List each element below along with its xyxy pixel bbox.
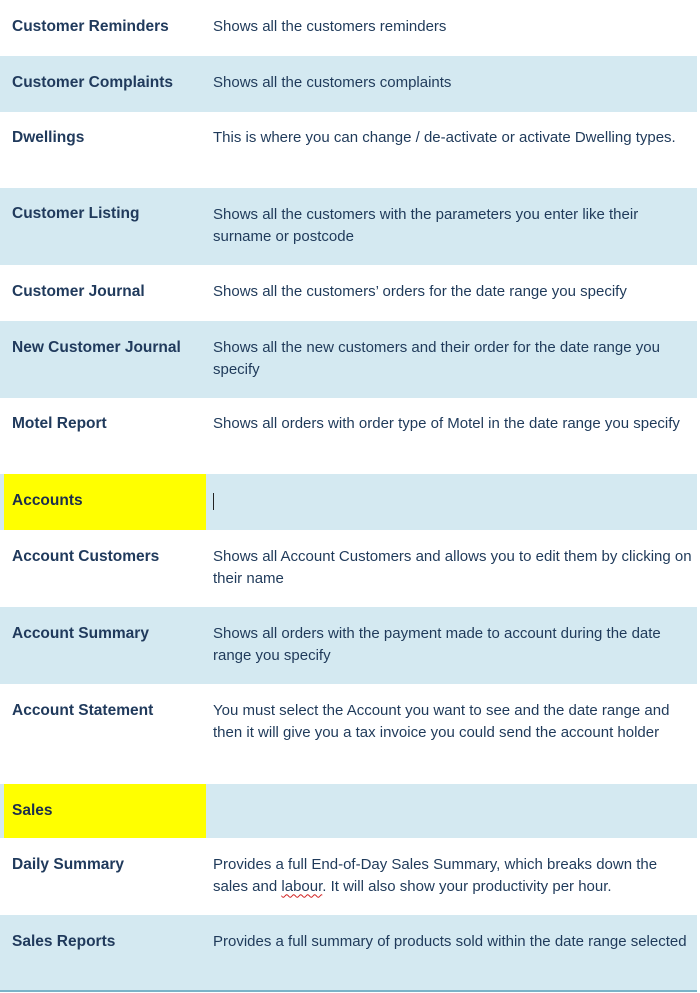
row-term: Customer Journal xyxy=(12,283,145,300)
row-description: Shows all orders with the payment made to account during the date range you specify xyxy=(213,625,661,664)
table-row xyxy=(0,607,697,684)
row-description xyxy=(213,854,693,897)
table-row xyxy=(0,915,697,990)
row-description: Provides a full summary of products sold within the date range selected xyxy=(213,933,687,950)
row-description: Shows all the customers with the parameters you enter like their surname or postcode xyxy=(213,206,639,245)
row-term: Account Statement xyxy=(12,702,154,719)
table-row xyxy=(0,265,697,321)
table-row xyxy=(0,684,697,784)
section-title: Sales xyxy=(12,802,53,819)
row-description: Shows all the new customers and their order for the date range you specify xyxy=(213,339,660,378)
row-description: Shows all the customers complaints xyxy=(213,74,452,91)
section-header-row xyxy=(0,784,697,838)
desc-text: . It will also show your productivity per hour. xyxy=(322,877,612,895)
row-description: Shows all the customers’ orders for the date range you specify xyxy=(213,283,627,300)
row-description: This is where you can change / de-activate or activate Dwelling types. xyxy=(213,129,676,146)
table-row xyxy=(0,398,697,474)
row-term: Account Summary xyxy=(12,625,149,642)
table-row xyxy=(0,188,697,265)
row-term: Motel Report xyxy=(12,415,107,432)
table-row xyxy=(0,321,697,398)
desc-text: Provides a full End-of-Day Sales Summary, which breaks down the sales and xyxy=(213,856,658,895)
table-row xyxy=(0,530,697,607)
text-cursor xyxy=(213,493,214,510)
table-row xyxy=(0,838,697,915)
row-term: Daily Summary xyxy=(12,856,124,873)
table-row xyxy=(0,0,697,56)
table-row xyxy=(0,56,697,112)
row-term: Account Customers xyxy=(12,548,160,565)
row-term: Customer Reminders xyxy=(12,18,169,35)
row-term: Customer Listing xyxy=(12,205,140,222)
row-description: Shows all orders with order type of Motel in the date range you specify xyxy=(213,415,680,432)
section-label-sales xyxy=(4,784,206,838)
row-term: Sales Reports xyxy=(12,933,116,950)
section-label-accounts xyxy=(4,474,206,530)
table-bottom-border xyxy=(0,990,697,992)
section-header-row xyxy=(0,474,697,530)
section-title: Accounts xyxy=(12,492,83,509)
row-term: Customer Complaints xyxy=(12,74,174,91)
row-description: You must select the Account you want to see and the date range and then it will give you a tax invoice you could send the account holder xyxy=(213,702,670,741)
row-description: Shows all Account Customers and allows you to edit them by clicking on their name xyxy=(213,548,692,587)
row-term: Dwellings xyxy=(12,129,85,146)
table-row xyxy=(0,112,697,188)
spelling-flag-word: labour xyxy=(281,877,323,895)
row-description: Shows all the customers reminders xyxy=(213,18,447,35)
row-term: New Customer Journal xyxy=(12,339,181,356)
